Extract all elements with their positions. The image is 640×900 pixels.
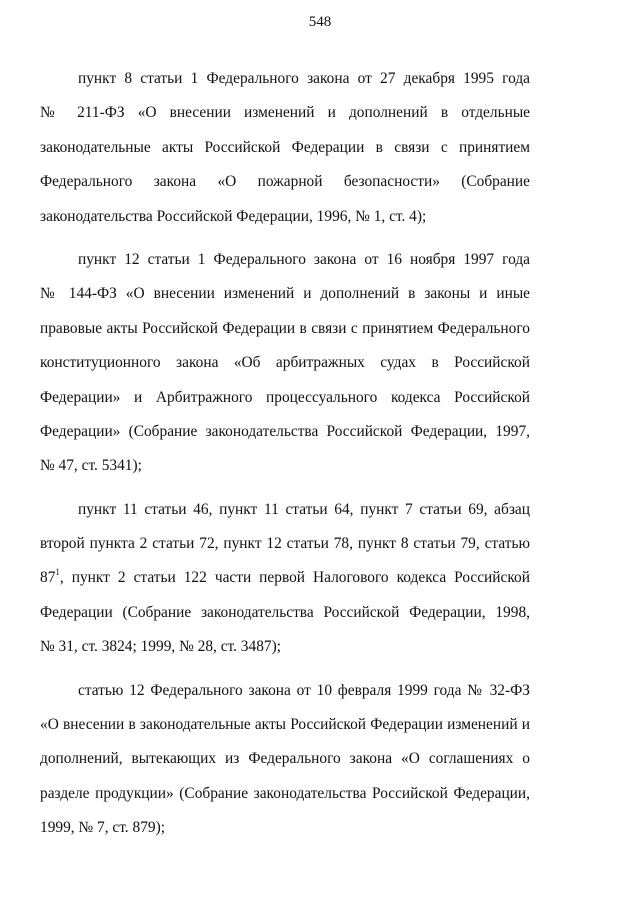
text-line-with-footnote [40, 561, 530, 595]
text-line: Федерального закона «О пожарной безопасности» (Собрание [40, 173, 530, 191]
text-line: правовые акты Российской Федерации в связи с принятием Федерального [40, 319, 530, 337]
text-line: пункт 11 статьи 46, пункт 11 статьи 64, пункт 7 статьи 69, абзац [78, 500, 530, 518]
text-line: № 144-ФЗ «О внесении изменений и дополнений в законы и иные [40, 285, 530, 303]
text-segment: 87 [40, 569, 56, 587]
text-line: пункт 12 статьи 1 Федерального закона от 16 ноября 1997 года [78, 250, 530, 268]
text-segment: , пункт 2 статьи 122 части первой Налогового кодекса Российской [59, 569, 530, 587]
text-line: № 211-ФЗ «О внесении изменений и дополнений в отдельные [40, 104, 530, 122]
text-line: Федерации (Собрание законодательства Российской Федерации, 1998, [40, 603, 530, 621]
paragraph-3 [40, 493, 530, 665]
text-line: конституционного закона «Об арбитражных судах в Российской [40, 354, 530, 372]
paragraph-2 [40, 243, 530, 484]
text-line: пункт 8 статьи 1 Федерального закона от 27 декабря 1995 года [78, 70, 530, 87]
text-line: Федерации» (Собрание законодательства Российской Федерации, 1997, [40, 422, 530, 440]
footnote-superscript: 1 [55, 567, 60, 578]
document-body [40, 62, 530, 855]
text-line: Федерации» и Арбитражного процессуального кодекса Российской [40, 388, 530, 406]
text-line: 1999, № 7, ст. 879); [40, 819, 165, 837]
text-line: «О внесении в законодательные акты Российской Федерации изменений и [40, 716, 530, 734]
page-number: 548 [308, 14, 332, 30]
text-line: законодательства Российской Федерации, 1996, № 1, ст. 4); [40, 207, 427, 225]
text-line: разделе продукции» (Собрание законодательства Российской Федерации, [40, 784, 530, 802]
text-line: № 47, ст. 5341); [40, 457, 142, 475]
text-line: статью 12 Федерального закона от 10 февраля 1999 года № 32-ФЗ [78, 681, 530, 699]
text-line: второй пункта 2 статьи 72, пункт 12 статьи 78, пункт 8 статьи 79, статью [40, 535, 530, 553]
paragraph-4 [40, 674, 530, 846]
text-line: дополнений, вытекающих из Федерального закона «О соглашениях о [40, 750, 530, 768]
text-line: законодательные акты Российской Федерации в связи с принятием [40, 138, 530, 156]
text-line: № 31, ст. 3824; 1999, № 28, ст. 3487); [40, 638, 281, 656]
paragraph-1 [40, 62, 530, 234]
